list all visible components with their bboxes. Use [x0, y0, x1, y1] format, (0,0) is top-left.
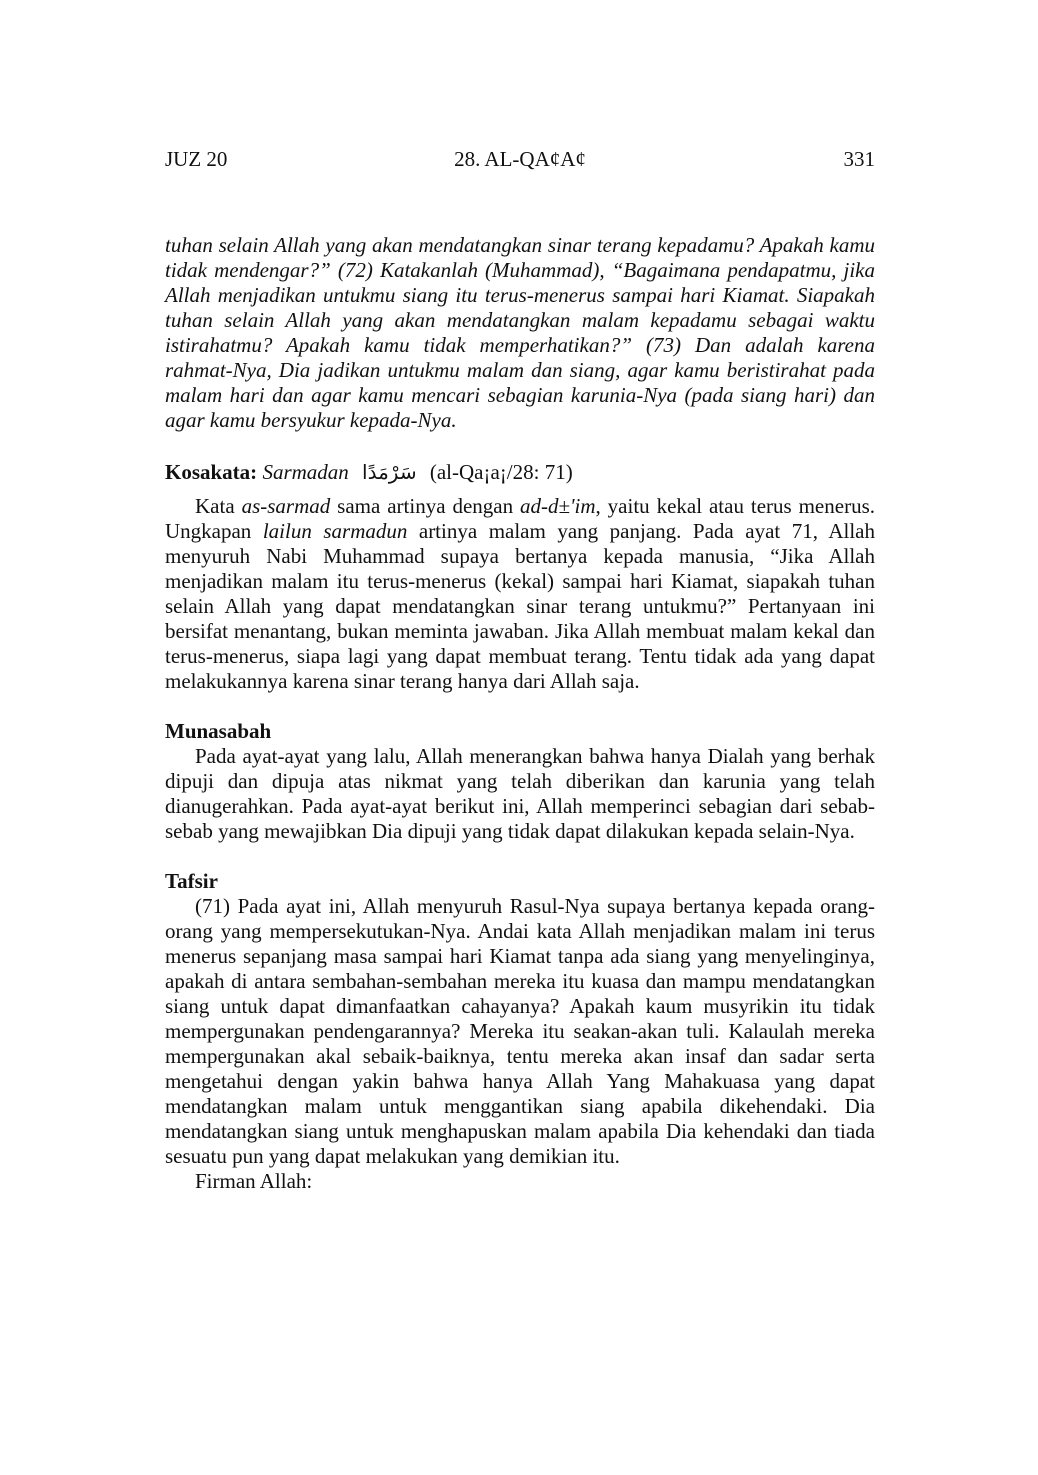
kosakata-text-2: sama artinya dengan: [330, 494, 520, 518]
kosakata-label: Kosakata:: [165, 460, 258, 484]
juz-label: JUZ 20: [165, 147, 228, 171]
tafsir-closing: Firman Allah:: [195, 1169, 313, 1193]
page-number: 331: [843, 147, 875, 171]
kosakata-heading: [165, 460, 875, 485]
munasabah-paragraph: Pada ayat-ayat yang lalu, Allah menerangkan bahwa hanya Dialah yang berhak dipuji dan dipuja atas nikmat yang telah diberikan dan karunia yang telah dianugerahkan. Pada ayat-ayat berikut ini, Allah memperinci sebagian dari sebab-sebab yang mewajibkan Dia dipuji yang tidak dapat dilakukan kepada selain-Nya.: [165, 744, 875, 843]
tafsir-paragraph: (71) Pada ayat ini, Allah menyuruh Rasul-Nya supaya bertanya kepada orang-orang yang mempersekutukan-Nya. Andai kata Allah menjadikan malam ini terus menerus sepanjang masa sampai hari Kiamat tanpa ada siang yang menyelinginya, apakah di antara sembahan-sembahan mereka itu kuasa dan mampu mendatangkan siang untuk dapat dimanfaatkan cahayanya? Apakah kaum musyrikin itu tidak mempergunakan pendengarannya? Mereka itu seakan-akan tuli. Kalaulah mereka mempergunakan akal sebaik-baiknya, tentu mereka akan insaf dan sadar serta mengetahui dengan yakin bahwa hanya Allah Yang Mahakuasa yang dapat mendatangkan malam untuk menggantikan siang apabila dikehendaki. Dia mendatangkan siang untuk menghapuskan malam apabila Dia kehendaki dan tiada sesuatu pun yang dapat melakukan yang demikian itu.: [165, 894, 875, 1168]
surah-title: 28. AL-QA¢A¢: [454, 147, 586, 171]
kosakata-arabic: سَرْمَدًا: [362, 460, 417, 484]
kosakata-reference: (al-Qa¡a¡/28: 71): [429, 460, 573, 484]
kosakata-term-3: lailun sarmadun: [262, 519, 408, 543]
page-body: [165, 233, 875, 1194]
tafsir-title: Tafsir: [165, 869, 218, 893]
kosakata-text-1: Kata: [195, 494, 242, 518]
verse-translation: tuhan selain Allah yang akan mendatangkan sinar terang kepadamu? Apakah kamu tidak mendengar?” (72) Katakanlah (Muhammad), “Bagaimana pendapatmu, jika Allah menjadikan untukmu siang itu terus-menerus sampai hari Kiamat. Siapakah tuhan selain Allah yang akan mendatangkan malam kepadamu sebagai waktu istirahatmu? Apakah kamu tidak memperhatikan?” (73) Dan adalah karena rahmat-Nya, Dia jadikan untukmu malam dan siang, agar kamu beristirahat pada malam hari dan agar kamu mencari sebagian karunia-Nya (pada siang hari) dan agar kamu bersyukur kepada-Nya.: [165, 233, 875, 432]
kosakata-term: Sarmadan: [262, 460, 349, 484]
munasabah-title: Munasabah: [165, 719, 272, 743]
kosakata-term-2: ad-d±'im: [520, 494, 596, 518]
kosakata-paragraph: [165, 494, 875, 694]
kosakata-term-1: as-sarmad: [241, 494, 331, 518]
kosakata-text-4: artinya malam yang panjang. Pada ayat 71, Allah menyuruh Nabi Muhammad supaya bertanya kepada manusia, “Jika Allah menjadikan malam itu terus-menerus (kekal) sampai hari Kiamat, siapakah tuhan selain Allah yang dapat mendatangkan sinar terang untukmu?” Pertanyaan ini bersifat menantang, bukan meminta jawaban. Jika Allah membuat malam kekal dan terus-menerus, siapa lagi yang dapat membuat terang. Tentu tidak ada yang dapat melakukannya karena sinar terang hanya dari Allah saja.: [165, 519, 875, 693]
kosakata-text-3: , yaitu kekal atau terus menerus. Ungkapan: [165, 494, 875, 543]
